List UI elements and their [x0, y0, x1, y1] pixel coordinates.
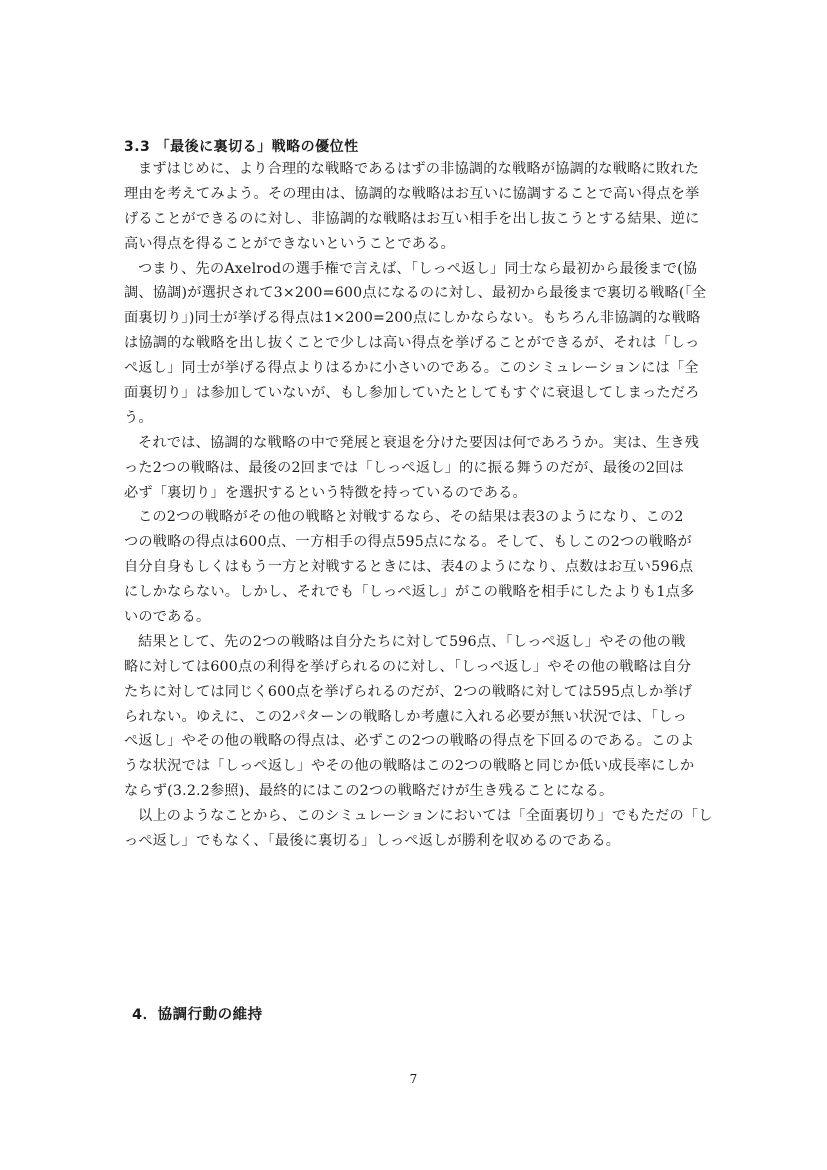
- text-line: 面裏切り」)同士が挙げる得点は1×200=200点にしかならない。もちろん非協調的な戦略: [124, 310, 701, 327]
- text-line: うな状況では「しっぺ返し」やその他の戦略はこの2つの戦略と同じか低い成長率にしか: [124, 758, 695, 775]
- next-section-heading: 4．協調行動の維持: [132, 1007, 263, 1023]
- text-line: まずはじめに、より合理的な戦略であるはずの非協調的な戦略が協調的な戦略に敗れた: [138, 161, 700, 177]
- text-line: 理由を考えてみよう。その理由は、協調的な戦略はお互いに協調することで高い得点を挙: [124, 185, 700, 202]
- text-line: は協調的な戦略を出し抜くことで少しは高い得点を挙げることができるが、それは「しっ: [124, 335, 700, 352]
- page-number: 7: [409, 1072, 418, 1086]
- text-line: いのである。: [124, 609, 211, 626]
- text-line: 面裏切り」は参加していないが、もし参加していたとしてもすぐに衰退してしまっただろ: [124, 385, 700, 402]
- text-line: った2つの戦略は、最後の2回までは「しっぺ返し」的に振る舞うのだが、最後の2回は: [124, 459, 685, 476]
- body-text: [124, 157, 720, 854]
- text-line: 略に対しては600点の利得を挙げられるのに対し、「しっぺ返し」やその他の戦略は自分: [124, 658, 692, 675]
- text-line: 必ず「裏切り」を選択するという特徴を持っているのである。: [124, 484, 527, 501]
- text-line: つの戦略の得点は600点、一方相手の得点595点になる。そして、もしこの2つの戦略が: [124, 534, 692, 551]
- text-line: ぺ返し」同士が挙げる得点よりはるかに小さいのである。このシミュレーションには「全: [124, 360, 699, 377]
- text-line: ぺ返し」やその他の戦略の得点は、必ずこの2つの戦略の得点を下回るのである。このよ: [124, 733, 695, 750]
- text-line: う。: [124, 409, 153, 426]
- text-line: 高い得点を得ることができないということである。: [124, 235, 455, 252]
- text-line: つまり、先のAxelrodの選手権で言えば、「しっぺ返し」同士なら最初から最後まで(協: [138, 260, 698, 277]
- text-line: 以上のようなことから、このシミュレーションにおいては「全面裏切り」でもただの「し: [138, 808, 713, 825]
- text-line: 結果として、先の2つの戦略は自分たちに対して596点、「しっぺ返し」やその他の戦: [138, 633, 686, 650]
- text-line: たちに対しては同じく600点を挙げられるのだが、2つの戦略に対しては595点しか挙げ: [124, 683, 693, 700]
- text-line: にしかならない。しかし、それでも「しっぺ返し」がこの戦略を相手にしたよりも1点多: [124, 584, 695, 601]
- text-line: っぺ返し」でもなく、「最後に裏切る」しっぺ返しが勝利を収めるのである。: [124, 833, 621, 850]
- text-line: られない。ゆえに、この2パターンの戦略しか考慮に入れる必要が無い状況では、「しっ: [124, 708, 687, 725]
- text-line: 自分自身もしくはもう一方と対戦するときには、表4のようになり、点数はお互い596点: [124, 559, 694, 576]
- text-line: ならず(3.2.2参照)、最終的にはこの2つの戦略だけが生き残ることになる。: [124, 783, 614, 800]
- text-line: それでは、協調的な戦略の中で発展と衰退を分けた要因は何であろうか。実は、生き残: [138, 434, 700, 451]
- text-line: 調、協調)が選択されて3×200=600点になるのに対し、最初から最後まで裏切る戦略(「全: [124, 285, 707, 302]
- text-line: げることができるのに対し、非協調的な戦略はお互い相手を出し抜こうとする結果、逆に: [124, 210, 700, 227]
- section-heading: 3.3 「最後に裏切る」戦略の優位性: [124, 139, 359, 155]
- text-line: この2つの戦略がその他の戦略と対戦するなら、その結果は表3のようになり、この2: [138, 509, 684, 526]
